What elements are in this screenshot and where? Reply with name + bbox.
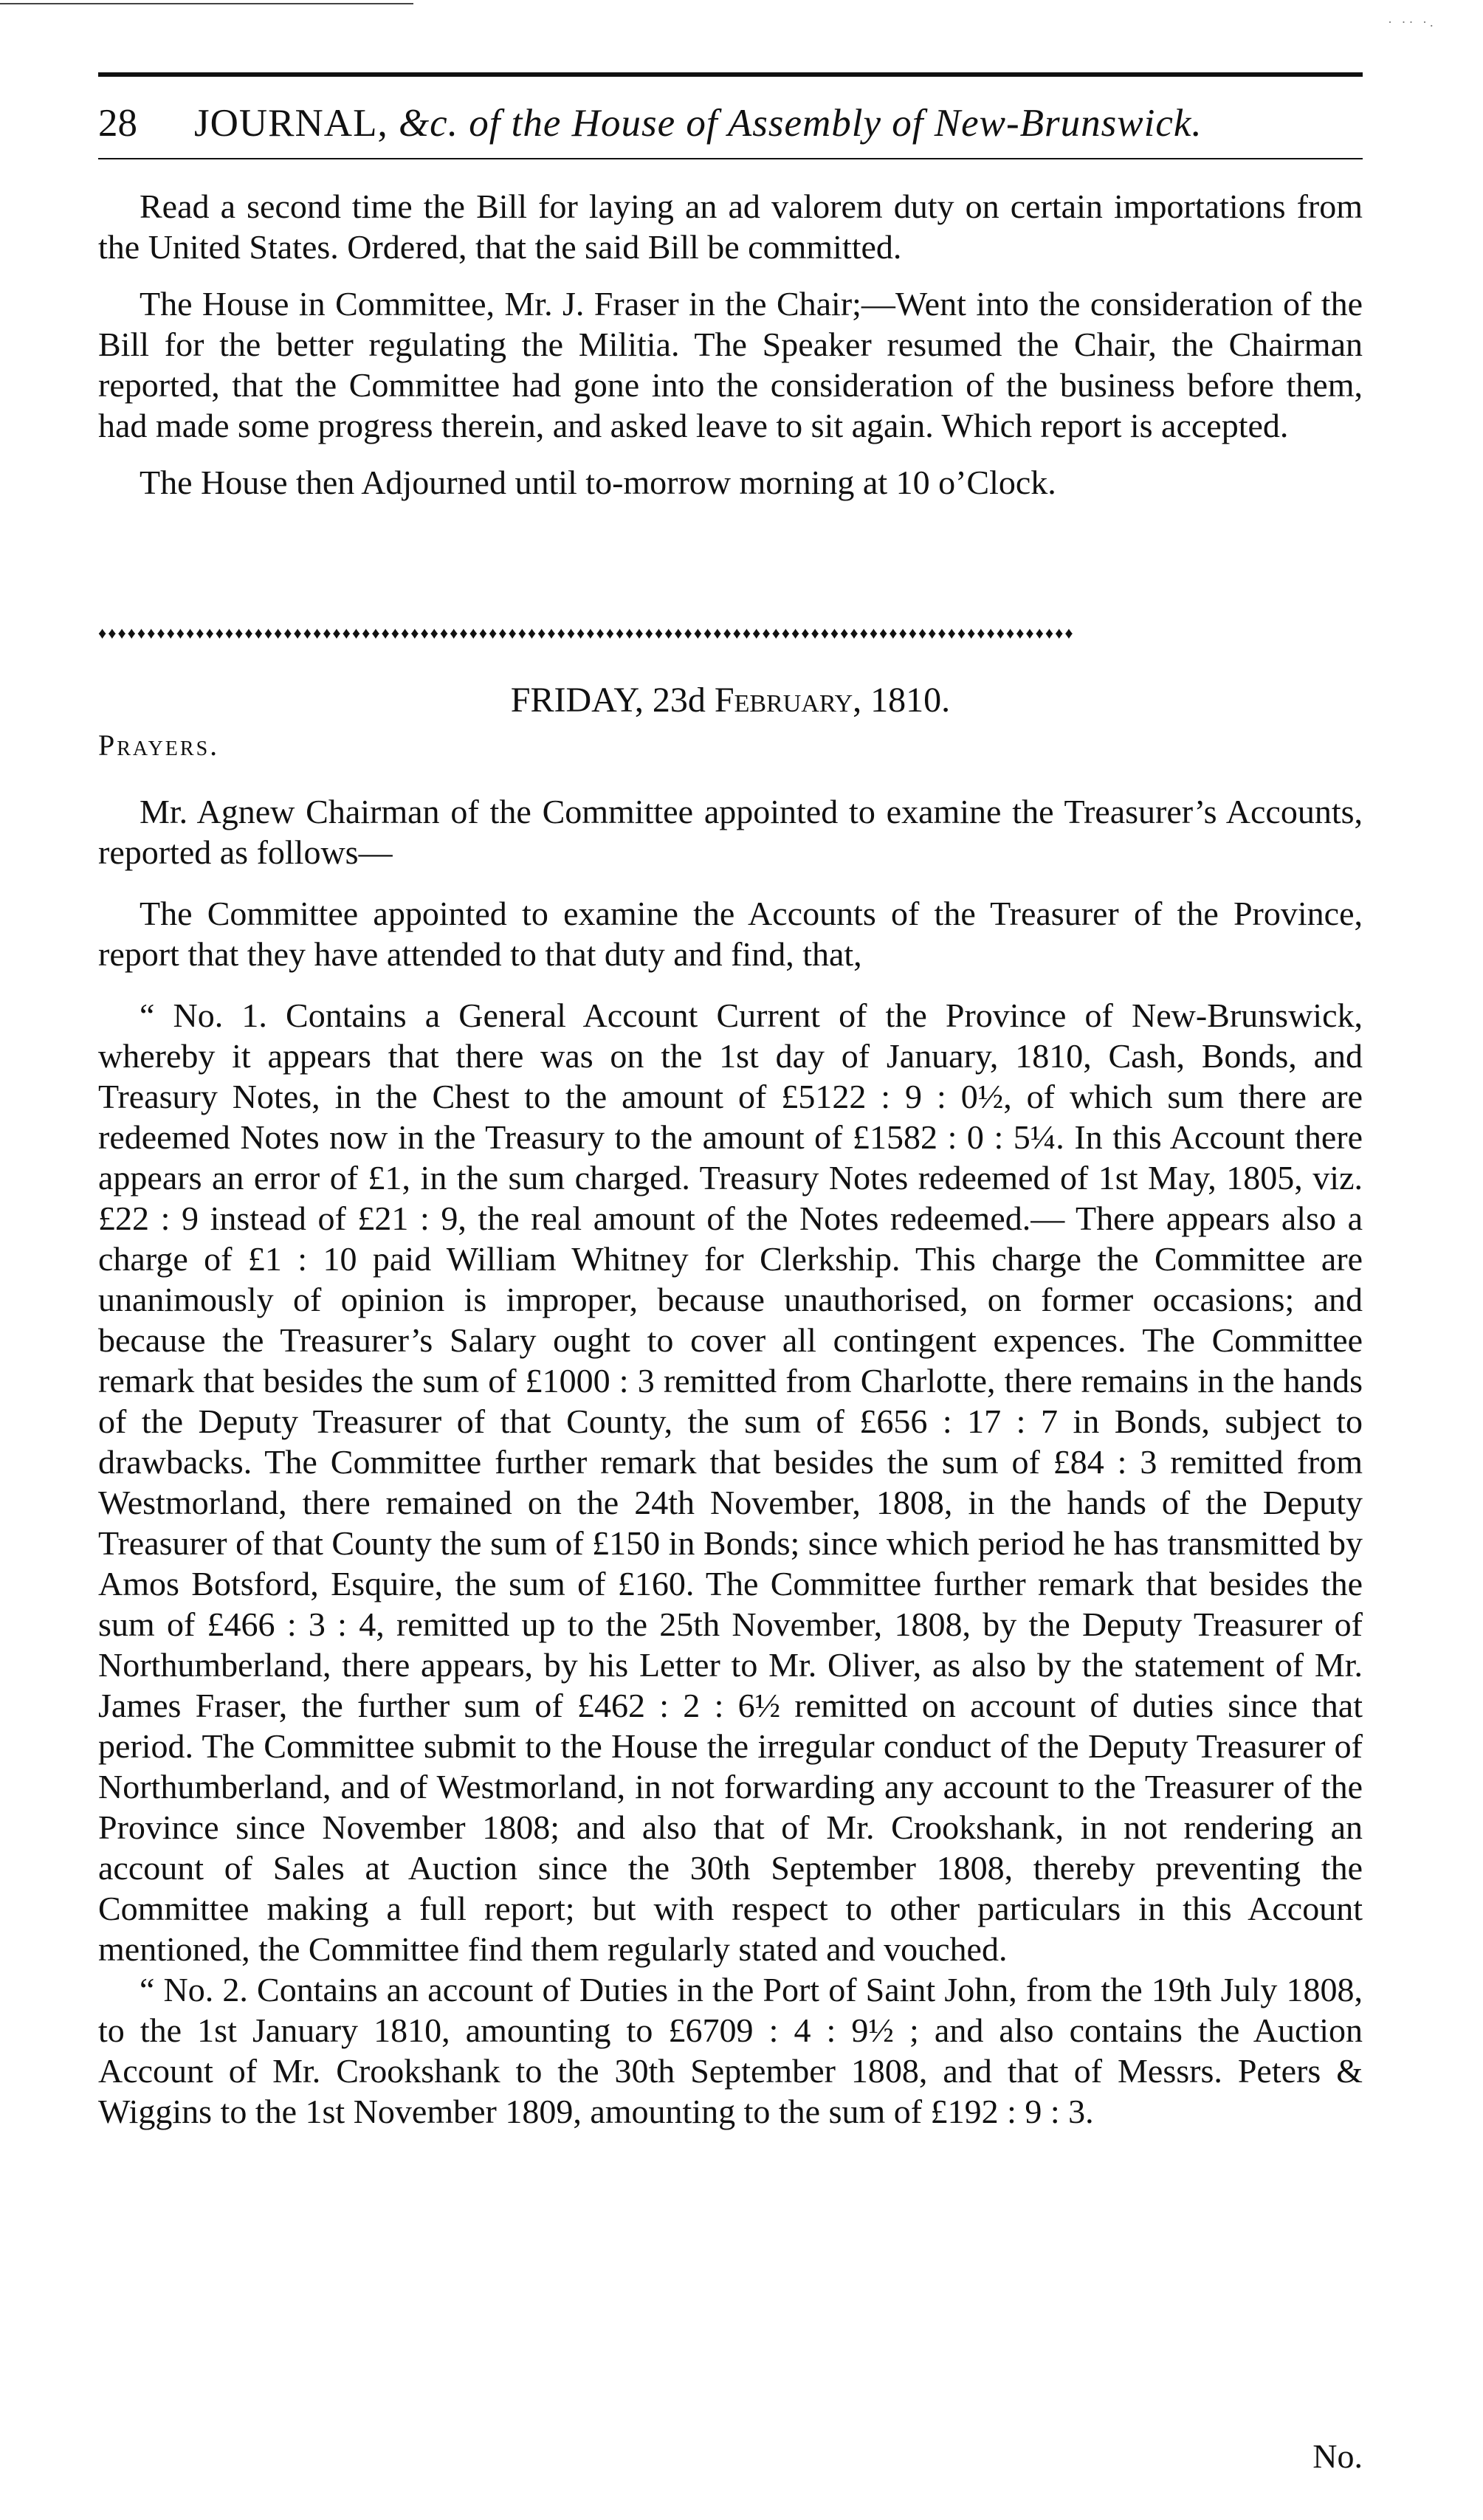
proceedings-block-1 [98,186,1363,503]
top-edge-rule [0,3,413,4]
running-header [98,90,1363,156]
header-title-italic: &c. of the House of Assembly of New-Brunswick. [398,102,1202,145]
proceedings-block-2 [98,791,1363,2132]
prayers-heading: Prayers. [98,729,220,762]
header-title [194,90,1202,156]
page-number: 28 [98,102,137,145]
catchword: No. [1312,2437,1363,2475]
header-rule-top [98,72,1363,77]
corner-mark: · ·· ·. [1388,15,1436,30]
paragraph-adjournment: The House then Adjourned until to-morrow morning at 10 o’Clock. [140,464,1056,501]
header-rule-bottom [98,158,1363,159]
paragraph-committee-finding: The Committee appointed to examine the Accounts of the Treasurer of the Province, report that they have attended to that duty and find, that, [98,895,1363,973]
date-day: FRIDAY, 23d [510,681,706,720]
paragraph-bill-second-reading: Read a second time the Bill for laying an ad valorem duty on certain importations from the United States. Ordered, that the said Bill be committed. [98,187,1363,266]
paragraph-account-no-2: “ No. 2. Contains an account of Duties in the Port of Saint John, from the 19th July 1808, to the 1st January 1810, amounting to £6709 : 4 : 9½ ; and also contains the Auction Account of Mr. Crookshank to the 30th September 1808, and that of Messrs. Peters & Wiggins to the 1st November 1809, amounting to the sum of £192 : 9 : 3. [98,1971,1363,2130]
ornamental-divider: ♦♦♦♦♦♦♦♦♦♦♦♦♦♦♦♦♦♦♦♦♦♦♦♦♦♦♦♦♦♦♦♦♦♦♦♦♦♦♦♦♦♦♦♦♦♦♦♦♦♦♦♦♦♦♦♦♦♦♦♦♦♦♦♦♦♦♦♦♦♦♦♦♦♦♦♦♦♦♦♦♦♦♦♦♦♦♦♦♦♦♦♦♦♦♦♦♦♦♦♦ [98,624,1075,642]
header-title-main: JOURNAL, [194,102,388,145]
date-heading [98,679,1363,722]
date-month-year: February, 1810. [714,681,951,720]
paragraph-agnew-report: Mr. Agnew Chairman of the Committee appointed to examine the Treasurer’s Accounts, reported as follows— [98,793,1363,871]
paragraph-committee-militia: The House in Committee, Mr. J. Fraser in the Chair;—Went into the consideration of the Bill for the better regulating the Militia. The Speaker resumed the Chair, the Chairman reported, that the Committee had gone into the consideration of the business before them, had made some progress therein, and asked leave to sit again. Which report is accepted. [98,285,1363,444]
paragraph-account-no-1: “ No. 1. Contains a General Account Current of the Province of New-Brunswick, whereby it appears that there was on the 1st day of January, 1810, Cash, Bonds, and Treasury Notes, in the Chest to the amount of £5122 : 9 : 0½, of which sum there are redeemed Notes now in the Treasury to the amount of £1582 : 0 : 5¼. In this Account there appears an error of £1, in the sum charged. Treasury Notes redeemed of 1st May, 1805, viz. £22 : 9 instead of £21 : 9, the real amount of the Notes redeemed.— There appears also a charge of £1 : 10 paid William Whitney for Clerkship. This charge the Committee are unanimously of opinion is improper, because unauthorised, on former occasions; and because the Treasurer’s Salary ought to cover all contingent expences. The Committee remark that besides the sum of £1000 : 3 remitted from Charlotte, there remains in the hands of the Deputy Treasurer of that County, the sum of £656 : 17 : 7 in Bonds, subject to drawbacks. The Committee further remark that besides the sum of £84 : 3 remitted from Westmorland, there remained on the 24th November, 1808, in the hands of the Deputy Treasurer of that County the sum of £150 in Bonds; since which period he has transmitted by Amos Botsford, Esquire, the sum of £160. The Committee further remark that besides the sum of £466 : 3 : 4, remitted up to the 25th November, 1808, by the Deputy Treasurer of Northumberland, there appears, by his Letter to Mr. Oliver, as also by the statement of Mr. James Fraser, the further sum of £462 : 2 : 6½ remitted on account of duties since that period. The Committee submit to the House the irregular conduct of the Deputy Treasurer of Northumberland, and of Westmorland, in not forwarding any account to the Treasurer of the Province since November 1808; and also that of Mr. Crookshank, in not rendering an account of Sales at Auction since the 30th September 1808, thereby preventing the Committee making a full report; but with respect to other particulars in this Account mentioned, the Committee find them regularly stated and vouched. [98,996,1363,1968]
